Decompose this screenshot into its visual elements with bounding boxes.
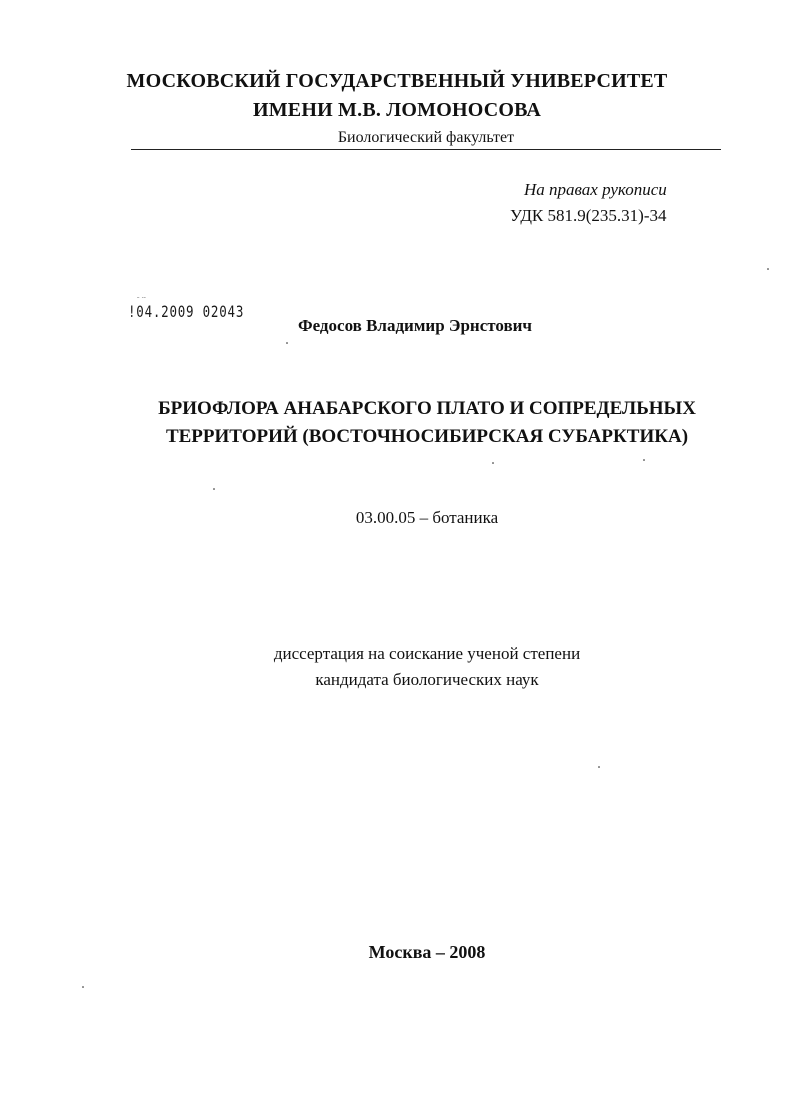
specialty-code: 03.00.05 – ботаника	[355, 508, 499, 527]
rights-block	[510, 180, 667, 226]
scan-speck	[643, 459, 645, 461]
faculty-line	[131, 127, 721, 150]
scan-speck	[82, 986, 84, 988]
degree-line2: кандидата биологических наук	[315, 670, 539, 689]
registration-stamp: !04.2009 02043	[128, 302, 245, 321]
manuscript-note: На правах рукописи	[524, 180, 667, 199]
scan-speck	[767, 268, 769, 270]
place-year: Москва – 2008	[368, 942, 486, 962]
thesis-title-line1: БРИОФЛОРА АНАБАРСКОГО ПЛАТО И СОПРЕДЕЛЬНЫХ	[158, 398, 696, 419]
degree-line1: диссертация на соискание ученой степени	[273, 644, 581, 663]
university-name-line1: МОСКОВСКИЙ ГОСУДАРСТВЕННЫЙ УНИВЕРСИТЕТ	[126, 70, 668, 92]
author-name: Федосов Владимир Эрнстович	[298, 316, 533, 335]
scan-speck	[598, 766, 600, 768]
thesis-title-line2: ТЕРРИТОРИЙ (ВОСТОЧНОСИБИРСКАЯ СУБАРКТИКА)	[165, 426, 689, 447]
stamp-mark-icon: ˉ ˙ˉ	[137, 296, 146, 304]
scan-speck	[286, 342, 288, 344]
udc-code: УДК 581.9(235.31)-34	[510, 206, 667, 225]
university-name-line2: ИМЕНИ М.В. ЛОМОНОСОВА	[252, 99, 542, 121]
scan-speck	[213, 488, 215, 490]
scan-speck	[492, 462, 494, 464]
faculty-name: Биологический факультет	[337, 129, 515, 146]
